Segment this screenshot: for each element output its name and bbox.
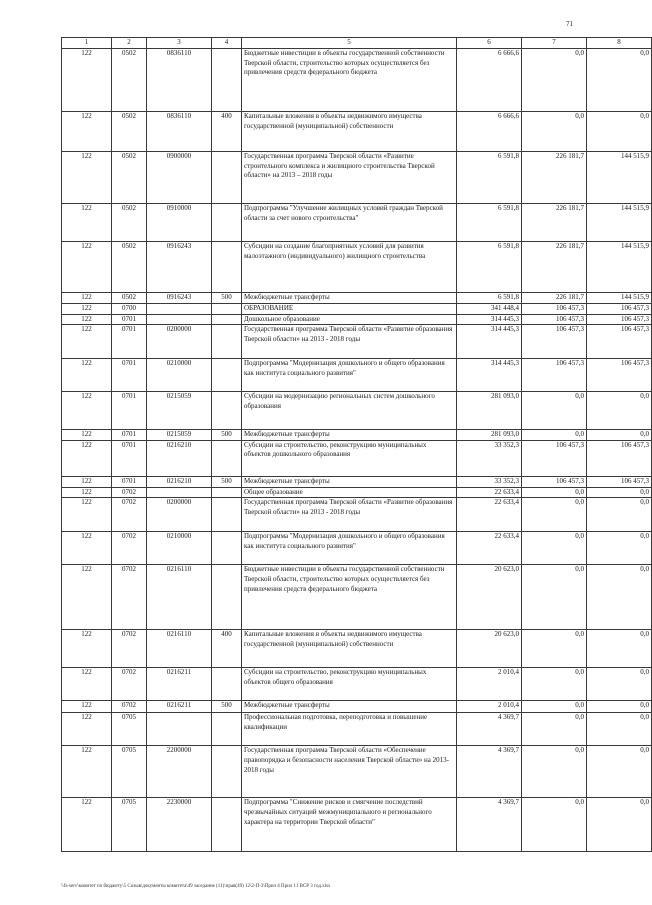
table-cell-3: 0210000 [147, 359, 212, 392]
table-row [62, 701, 652, 713]
table-row [62, 325, 652, 359]
table-cell-5: Бюджетные инвестиции в объекты государственной собственности Тверской области, строительство которых осуществляется без привлечения средств федерального бюджета [242, 565, 457, 630]
table-cell-2: 0701 [112, 430, 147, 441]
table-cell-3: 2230000 [147, 798, 212, 852]
table-cell-1: 122 [62, 798, 112, 852]
table-cell-5: Субсидии на строительство, реконструкцию муниципальных объектов общего образования [242, 668, 457, 701]
table-cell-4: 500 [212, 430, 242, 441]
table-cell-5: Межбюджетные трансферты [242, 293, 457, 304]
table-cell-5: Государственная программа Тверской области «Обеспечение правопорядка и безопасности населения Тверской области» на 2013-2018 годы [242, 746, 457, 798]
header-cell-7: 7 [522, 38, 587, 49]
table-cell-3: 0216210 [147, 476, 212, 487]
table-row [62, 746, 652, 798]
table-cell-6: 4 369,7 [457, 798, 522, 852]
table-cell-5: Подпрограмма "Модернизация дошкольного и общего образования как института социального развития" [242, 532, 457, 565]
table-cell-5: Субсидии на строительство, реконструкцию муниципальных объектов дошкольного образования [242, 440, 457, 476]
table-cell-2: 0502 [112, 49, 147, 112]
table-cell-5: Дошкольное образование [242, 314, 457, 325]
table-cell-6: 4 369,7 [457, 746, 522, 798]
table-cell-1: 122 [62, 430, 112, 441]
table-cell-1: 122 [62, 304, 112, 315]
table-cell-7: 226 181,7 [522, 152, 587, 204]
table-cell-8: 0,0 [587, 430, 652, 441]
table-cell-7: 0,0 [522, 701, 587, 713]
table-cell-3: 0900000 [147, 152, 212, 204]
footer-file-path: \\fs-serv\комитет по бюджету\5 Созыв\документы комитета\49 заседание (11)\прав(49) 12\2-П-3\Прил 4 Прил 11 ВСР 3 год.xlsx [61, 884, 331, 889]
table-cell-7: 0,0 [522, 746, 587, 798]
table-cell-4 [212, 325, 242, 359]
table-cell-7: 106 457,3 [522, 359, 587, 392]
table-row [62, 242, 652, 293]
table-cell-4: 500 [212, 476, 242, 487]
table-cell-2: 0702 [112, 487, 147, 498]
table-cell-8: 106 457,3 [587, 476, 652, 487]
table-cell-6: 22 633,4 [457, 498, 522, 532]
table-cell-2: 0702 [112, 668, 147, 701]
table-cell-5: Государственная программа Тверской области «Развитие строительного комплекса и жилищного строительства Тверской области» на 2013 – 2018 годы [242, 152, 457, 204]
table-cell-8: 144 515,9 [587, 293, 652, 304]
table-cell-8: 106 457,3 [587, 440, 652, 476]
table-cell-6: 6 591,8 [457, 152, 522, 204]
table-cell-1: 122 [62, 314, 112, 325]
table-cell-8: 0,0 [587, 532, 652, 565]
table-cell-4 [212, 498, 242, 532]
table-row [62, 359, 652, 392]
table-cell-3: 0910000 [147, 204, 212, 242]
table-cell-1: 122 [62, 565, 112, 630]
table-cell-1: 122 [62, 325, 112, 359]
table-cell-3: 0836110 [147, 112, 212, 152]
table-cell-7: 106 457,3 [522, 325, 587, 359]
table-cell-6: 2 010,4 [457, 701, 522, 713]
table-cell-4: 400 [212, 112, 242, 152]
table-cell-6: 341 448,4 [457, 304, 522, 315]
table-cell-5: Профессиональная подготовка, переподготовка и повышение квалификации [242, 713, 457, 746]
table-cell-4 [212, 713, 242, 746]
table-cell-7: 106 457,3 [522, 314, 587, 325]
table-cell-4: 500 [212, 293, 242, 304]
table-cell-8: 106 457,3 [587, 304, 652, 315]
table-cell-1: 122 [62, 746, 112, 798]
table-cell-4 [212, 204, 242, 242]
table-cell-8: 0,0 [587, 565, 652, 630]
table-cell-7: 0,0 [522, 630, 587, 668]
table-cell-6: 4 369,7 [457, 713, 522, 746]
table-cell-1: 122 [62, 392, 112, 430]
table-row [62, 630, 652, 668]
table-cell-2: 0700 [112, 304, 147, 315]
table-cell-7: 0,0 [522, 668, 587, 701]
table-cell-4 [212, 440, 242, 476]
table-cell-5: Общее образование [242, 487, 457, 498]
table-cell-2: 0701 [112, 314, 147, 325]
table-cell-2: 0705 [112, 798, 147, 852]
table-cell-5: Капитальные вложения в объекты недвижимого имущества государственной (муниципальной) собственности [242, 630, 457, 668]
table-cell-7: 0,0 [522, 487, 587, 498]
table-cell-6: 22 633,4 [457, 532, 522, 565]
table-cell-7: 0,0 [522, 112, 587, 152]
table-cell-1: 122 [62, 532, 112, 565]
table-cell-1: 122 [62, 713, 112, 746]
table-cell-8: 0,0 [587, 487, 652, 498]
table-cell-2: 0502 [112, 242, 147, 293]
table-cell-6: 33 352,3 [457, 440, 522, 476]
table-cell-3: 0210000 [147, 532, 212, 565]
table-cell-7: 0,0 [522, 713, 587, 746]
table-cell-2: 0702 [112, 630, 147, 668]
table-cell-6: 281 093,0 [457, 430, 522, 441]
header-cell-1: 1 [62, 38, 112, 49]
table-cell-6: 314 445,3 [457, 314, 522, 325]
page-number: 71 [566, 20, 573, 28]
table-cell-3: 0215059 [147, 392, 212, 430]
table-cell-5: Межбюджетные трансферты [242, 701, 457, 713]
table-cell-5: Государственная программа Тверской области «Развитие образования Тверской области» на 2013 - 2018 годы [242, 325, 457, 359]
table-cell-8: 0,0 [587, 392, 652, 430]
table-cell-7: 0,0 [522, 798, 587, 852]
header-cell-4: 4 [212, 38, 242, 49]
table-cell-1: 122 [62, 440, 112, 476]
table-cell-6: 22 633,4 [457, 487, 522, 498]
table-cell-6: 281 093,0 [457, 392, 522, 430]
table-row [62, 487, 652, 498]
table-cell-5: Межбюджетные трансферты [242, 476, 457, 487]
table-row [62, 713, 652, 746]
table-cell-4 [212, 746, 242, 798]
table-cell-3: 0216211 [147, 668, 212, 701]
header-cell-6: 6 [457, 38, 522, 49]
table-cell-2: 0702 [112, 532, 147, 565]
table-cell-1: 122 [62, 668, 112, 701]
table-cell-8: 0,0 [587, 49, 652, 112]
table-cell-4 [212, 304, 242, 315]
table-cell-4: 500 [212, 701, 242, 713]
table-cell-3 [147, 487, 212, 498]
table-cell-8: 106 457,3 [587, 325, 652, 359]
table-row [62, 532, 652, 565]
table-cell-6: 33 352,3 [457, 476, 522, 487]
table-cell-3 [147, 314, 212, 325]
header-cell-8: 8 [587, 38, 652, 49]
table-cell-6: 314 445,3 [457, 325, 522, 359]
table-cell-5: Капитальные вложения в объекты недвижимого имущества государственной (муниципальной) собственности [242, 112, 457, 152]
table-cell-2: 0702 [112, 498, 147, 532]
table-cell-5: ОБРАЗОВАНИЕ [242, 304, 457, 315]
table-cell-3 [147, 304, 212, 315]
table-cell-2: 0701 [112, 440, 147, 476]
table-cell-2: 0701 [112, 325, 147, 359]
table-cell-7: 0,0 [522, 498, 587, 532]
table-cell-3: 0200000 [147, 325, 212, 359]
table-row [62, 304, 652, 315]
table-cell-4: 400 [212, 630, 242, 668]
table-cell-5: Подпрограмма "Модернизация дошкольного и общего образования как института социального развития" [242, 359, 457, 392]
table-cell-3: 0215059 [147, 430, 212, 441]
table-cell-5: Подпрограмма "Улучшение жилищных условий граждан Тверской области за счет нового строительства" [242, 204, 457, 242]
table-cell-1: 122 [62, 204, 112, 242]
table-cell-4 [212, 532, 242, 565]
table-cell-1: 122 [62, 242, 112, 293]
table-cell-8: 144 515,9 [587, 152, 652, 204]
table-cell-8: 144 515,9 [587, 204, 652, 242]
table-cell-4 [212, 565, 242, 630]
table-cell-1: 122 [62, 476, 112, 487]
table-cell-2: 0502 [112, 293, 147, 304]
table-body [62, 49, 652, 852]
table-cell-1: 122 [62, 152, 112, 204]
table-row [62, 798, 652, 852]
table-cell-2: 0702 [112, 701, 147, 713]
table-cell-7: 226 181,7 [522, 242, 587, 293]
table-cell-8: 0,0 [587, 798, 652, 852]
table-cell-6: 6 666,6 [457, 112, 522, 152]
table-cell-8: 0,0 [587, 713, 652, 746]
table-cell-8: 144 515,9 [587, 242, 652, 293]
table-row [62, 392, 652, 430]
table-cell-8: 0,0 [587, 112, 652, 152]
table-row [62, 440, 652, 476]
table-header-row [62, 38, 652, 49]
table-cell-8: 106 457,3 [587, 359, 652, 392]
table-cell-7: 106 457,3 [522, 440, 587, 476]
table-cell-2: 0502 [112, 204, 147, 242]
table-cell-7: 0,0 [522, 392, 587, 430]
header-cell-3: 3 [147, 38, 212, 49]
table-cell-1: 122 [62, 293, 112, 304]
table-cell-1: 122 [62, 487, 112, 498]
table-cell-7: 226 181,7 [522, 293, 587, 304]
table-cell-7: 0,0 [522, 532, 587, 565]
table-row [62, 668, 652, 701]
table-cell-8: 0,0 [587, 668, 652, 701]
table-cell-6: 2 010,4 [457, 668, 522, 701]
table-cell-1: 122 [62, 359, 112, 392]
table-cell-6: 6 591,8 [457, 204, 522, 242]
table-cell-5: Субсидии на создание благоприятных условий для развития малоэтажного (индивидуального) жилищного строительства [242, 242, 457, 293]
table-cell-2: 0701 [112, 392, 147, 430]
table-cell-3: 0216210 [147, 440, 212, 476]
table-cell-6: 6 666,6 [457, 49, 522, 112]
table-cell-4 [212, 359, 242, 392]
table-cell-4 [212, 242, 242, 293]
table-cell-4 [212, 314, 242, 325]
table-row [62, 152, 652, 204]
table-cell-7: 106 457,3 [522, 304, 587, 315]
table-cell-2: 0502 [112, 152, 147, 204]
table-row [62, 112, 652, 152]
table-cell-2: 0701 [112, 476, 147, 487]
table-row [62, 293, 652, 304]
table-cell-8: 0,0 [587, 498, 652, 532]
table-cell-3: 0216110 [147, 565, 212, 630]
table-cell-4 [212, 487, 242, 498]
table-cell-5: Подпрограмма "Снижение рисков и смягчение последствий чрезвычайных ситуаций межмуниципального и регионального характера на территории Тверской области" [242, 798, 457, 852]
table-row [62, 49, 652, 112]
table-row [62, 204, 652, 242]
table-row [62, 476, 652, 487]
table-cell-6: 314 445,3 [457, 359, 522, 392]
table-cell-8: 0,0 [587, 630, 652, 668]
table-cell-3: 0216211 [147, 701, 212, 713]
table-cell-1: 122 [62, 49, 112, 112]
table-cell-4 [212, 798, 242, 852]
table-row [62, 565, 652, 630]
table-cell-7: 0,0 [522, 49, 587, 112]
table-cell-7: 106 457,3 [522, 476, 587, 487]
table-row [62, 498, 652, 532]
table-cell-3: 0916243 [147, 242, 212, 293]
table-cell-4 [212, 152, 242, 204]
table-cell-6: 20 623,0 [457, 565, 522, 630]
header-cell-5: 5 [242, 38, 457, 49]
table-cell-2: 0705 [112, 746, 147, 798]
table-cell-4 [212, 392, 242, 430]
table-cell-8: 106 457,3 [587, 314, 652, 325]
table-cell-6: 6 591,8 [457, 242, 522, 293]
table-cell-4 [212, 668, 242, 701]
table-cell-5: Субсидии на модернизацию региональных систем дошкольного образования [242, 392, 457, 430]
table-cell-2: 0701 [112, 359, 147, 392]
table-cell-7: 0,0 [522, 430, 587, 441]
table-cell-1: 122 [62, 498, 112, 532]
table-cell-3: 2200000 [147, 746, 212, 798]
table-cell-7: 0,0 [522, 565, 587, 630]
table-cell-3: 0200000 [147, 498, 212, 532]
table-cell-1: 122 [62, 112, 112, 152]
table-cell-8: 0,0 [587, 701, 652, 713]
table-row [62, 430, 652, 441]
table-cell-5: Межбюджетные трансферты [242, 430, 457, 441]
table-cell-3: 0916243 [147, 293, 212, 304]
table-cell-3: 0216110 [147, 630, 212, 668]
table-cell-2: 0705 [112, 713, 147, 746]
table-cell-5: Государственная программа Тверской области «Развитие образования Тверской области» на 2013 - 2018 годы [242, 498, 457, 532]
table-cell-3: 0836110 [147, 49, 212, 112]
table-cell-6: 6 591,8 [457, 293, 522, 304]
budget-table [61, 37, 652, 852]
table-cell-3 [147, 713, 212, 746]
table-row [62, 314, 652, 325]
table-cell-6: 20 623,0 [457, 630, 522, 668]
table-cell-2: 0502 [112, 112, 147, 152]
table-cell-1: 122 [62, 630, 112, 668]
table-cell-2: 0702 [112, 565, 147, 630]
table-cell-4 [212, 49, 242, 112]
table-cell-5: Бюджетные инвестиции в объекты государственной собственности Тверской области, строительство которых осуществляется без привлечения средств федерального бюджета [242, 49, 457, 112]
table-cell-7: 226 181,7 [522, 204, 587, 242]
table-cell-1: 122 [62, 701, 112, 713]
table-cell-8: 0,0 [587, 746, 652, 798]
header-cell-2: 2 [112, 38, 147, 49]
